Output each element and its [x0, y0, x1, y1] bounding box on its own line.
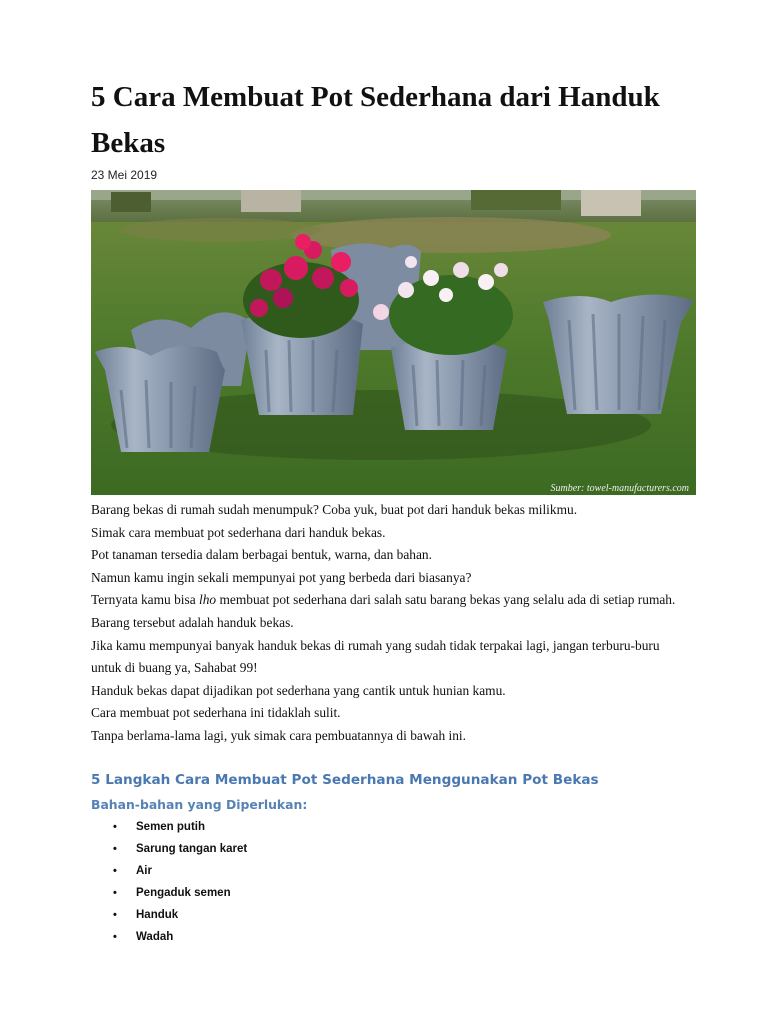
towel-pots-photo: [91, 190, 696, 495]
paragraph: Pot tanaman tersedia dalam berbagai bentuk, warna, dan bahan.: [91, 547, 432, 563]
article-date: 23 Mei 2019: [91, 168, 158, 182]
list-item-label: Wadah: [136, 931, 174, 943]
section-heading: 5 Langkah Cara Membuat Pot Sederhana Menggunakan Pot Bekas: [91, 772, 599, 788]
image-credit: Sumber: towel-manufacturers.com: [550, 483, 689, 494]
article-title: 5 Cara Membuat Pot Sederhana dari Handuk Bekas: [91, 81, 660, 159]
paragraph: Simak cara membuat pot sederhana dari handuk bekas.: [91, 524, 386, 540]
list-item-label: Semen putih: [136, 821, 206, 833]
list-item-label: Pengaduk semen: [136, 887, 231, 899]
list-item-label: Handuk: [136, 909, 179, 921]
bullet-icon: •: [113, 821, 117, 833]
list-item-label: Sarung tangan karet: [136, 843, 248, 855]
list-item-label: Air: [136, 865, 152, 877]
paragraph: Handuk bekas dapat dijadikan pot sederhana yang cantik untuk hunian kamu.: [91, 682, 506, 698]
paragraph: Barang bekas di rumah sudah menumpuk? Coba yuk, buat pot dari handuk bekas milikmu.: [91, 502, 578, 517]
paragraph: Namun kamu ingin sekali mempunyai pot yang berbeda dari biasanya?: [91, 569, 472, 585]
text-span: membuat pot sederhana dari salah satu barang bekas yang selalu ada di setiap rumah.: [216, 592, 676, 608]
bullet-icon: •: [113, 909, 117, 921]
bullet-icon: •: [113, 887, 117, 899]
paragraph-lho: [91, 589, 691, 612]
text-span: Ternyata kamu bisa: [91, 592, 200, 608]
list-item: [113, 883, 247, 905]
italic-word: lho: [199, 592, 217, 608]
list-item: [113, 861, 247, 883]
list-item: [113, 817, 247, 839]
paragraph: Jika kamu mempunyai banyak handuk bekas di rumah yang sudah tidak terpakai lagi, jangan terburu-buru untuk di buang ya, Sahabat 99!: [91, 637, 660, 676]
article-photo: [91, 190, 696, 495]
bullet-icon: •: [113, 865, 117, 877]
bullet-icon: •: [113, 843, 117, 855]
materials-subheading: Bahan-bahan yang Diperlukan:: [91, 797, 308, 812]
article-body: [91, 499, 691, 748]
list-item: [113, 927, 247, 949]
list-item: [113, 839, 247, 861]
list-item: [113, 905, 247, 927]
bullet-icon: •: [113, 931, 117, 943]
paragraph: Cara membuat pot sederhana ini tidaklah sulit.: [91, 705, 341, 721]
paragraph: Barang tersebut adalah handuk bekas.: [91, 614, 294, 630]
materials-list: [113, 817, 247, 949]
paragraph: Tanpa berlama-lama lagi, yuk simak cara pembuatannya di bawah ini.: [91, 727, 466, 743]
